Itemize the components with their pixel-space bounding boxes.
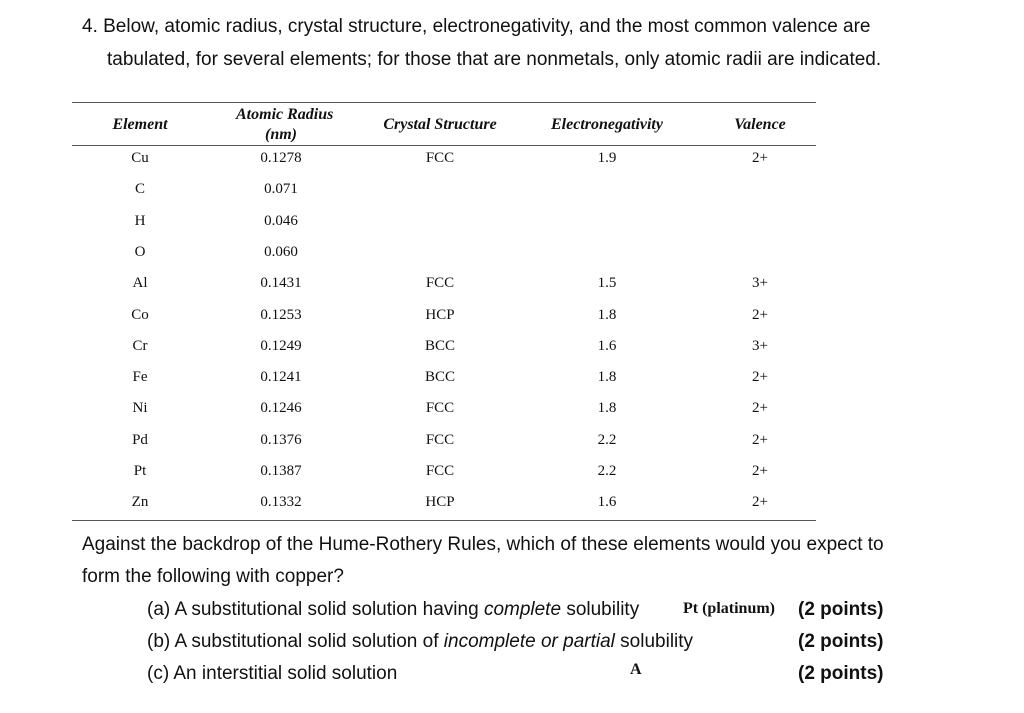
cell-crystal-structure: FCC xyxy=(425,432,455,448)
cell-electronegativity: 1.8 xyxy=(597,307,617,323)
question-line-1: 4. Below, atomic radius, crystal structure, electronegativity, and the most common valence are xyxy=(82,16,871,37)
header-atomic-radius-line1: Atomic Radius xyxy=(236,106,334,123)
cell-element: Pd xyxy=(132,432,148,448)
cell-electronegativity: 2.2 xyxy=(597,432,617,448)
part-b-text xyxy=(147,631,693,653)
cell-valence: 2+ xyxy=(752,494,768,510)
cell-valence: 2+ xyxy=(752,432,768,448)
part-a-emphasis: complete xyxy=(483,599,562,620)
cell-electronegativity: 1.5 xyxy=(597,275,617,291)
table-bottom-rule xyxy=(72,520,816,521)
cell-electronegativity: 1.6 xyxy=(597,494,617,510)
cell-atomic-radius: 0.060 xyxy=(264,244,298,260)
cell-element: Al xyxy=(132,275,148,291)
cell-valence: 2+ xyxy=(752,307,768,323)
cell-crystal-structure: FCC xyxy=(425,400,455,416)
part-c-pre: (c) An interstitial solid solution xyxy=(147,663,398,684)
cell-atomic-radius: 0.1431 xyxy=(260,275,302,291)
part-b-points: (2 points) xyxy=(798,631,884,652)
cell-atomic-radius: 0.1278 xyxy=(260,150,302,166)
cell-valence: 2+ xyxy=(752,463,768,479)
cell-crystal-structure: FCC xyxy=(425,150,455,166)
cell-crystal-structure: FCC xyxy=(425,275,455,291)
part-c-text xyxy=(147,663,397,685)
cell-electronegativity: 1.9 xyxy=(597,150,617,166)
header-crystal-structure: Crystal Structure xyxy=(383,116,497,133)
cell-crystal-structure: FCC xyxy=(425,463,455,479)
cell-electronegativity: 1.6 xyxy=(597,338,617,354)
part-a-answer[interactable]: Pt (platinum) xyxy=(683,600,775,617)
cell-crystal-structure: BCC xyxy=(424,338,455,354)
cell-valence: 2+ xyxy=(752,400,768,416)
cell-atomic-radius: 0.1387 xyxy=(260,463,302,479)
cell-element: C xyxy=(134,181,145,197)
cell-element: Cr xyxy=(132,338,148,354)
header-atomic-radius-line2: (nm) xyxy=(265,126,297,143)
header-element: Element xyxy=(112,116,168,133)
cell-electronegativity: 2.2 xyxy=(597,463,617,479)
cell-atomic-radius: 0.1376 xyxy=(260,432,302,448)
cell-valence: 2+ xyxy=(752,150,768,166)
prompt-line-2: form the following with copper? xyxy=(82,566,344,587)
cell-atomic-radius: 0.1249 xyxy=(260,338,302,354)
cell-element: Co xyxy=(131,307,149,323)
header-valence: Valence xyxy=(734,116,786,133)
cell-atomic-radius: 0.1246 xyxy=(260,400,302,416)
part-a-post: solubility xyxy=(561,599,640,620)
part-a-text xyxy=(147,599,639,621)
cell-element: H xyxy=(134,213,146,229)
cell-electronegativity: 1.8 xyxy=(597,369,617,385)
cell-element: Zn xyxy=(131,494,149,510)
part-b-pre: (b) A substitutional solid solution of xyxy=(147,631,444,652)
cell-crystal-structure: BCC xyxy=(424,369,455,385)
cell-crystal-structure: HCP xyxy=(425,307,455,323)
part-a-points: (2 points) xyxy=(798,599,884,620)
cell-atomic-radius: 0.1253 xyxy=(260,307,302,323)
part-c-points: (2 points) xyxy=(798,663,884,684)
part-b-emphasis: incomplete or partial xyxy=(443,631,615,652)
cell-element: Pt xyxy=(133,463,147,479)
cell-element: Cu xyxy=(131,150,149,166)
cell-element: O xyxy=(134,244,146,260)
cell-valence: 3+ xyxy=(752,338,768,354)
cell-valence: 3+ xyxy=(752,275,768,291)
cell-atomic-radius: 0.1241 xyxy=(260,369,302,385)
cell-atomic-radius: 0.071 xyxy=(264,181,298,197)
cell-atomic-radius: 0.1332 xyxy=(260,494,302,510)
part-b-post: solubility xyxy=(614,631,694,652)
part-a-pre: (a) A substitutional solid solution having xyxy=(147,599,484,620)
cell-element: Ni xyxy=(132,400,148,416)
question-line-2: tabulated, for several elements; for those that are nonmetals, only atomic radii are indicated. xyxy=(107,49,882,70)
part-c-answer[interactable]: A xyxy=(630,661,642,678)
cell-atomic-radius: 0.046 xyxy=(264,213,298,229)
table-top-rule xyxy=(72,102,816,103)
table-header-rule xyxy=(72,145,816,146)
header-atomic-radius xyxy=(236,105,334,145)
cell-element: Fe xyxy=(132,369,148,385)
cell-crystal-structure: HCP xyxy=(425,494,455,510)
cell-electronegativity: 1.8 xyxy=(597,400,617,416)
prompt-line-1: Against the backdrop of the Hume-Rothery Rules, which of these elements would you expect to xyxy=(82,534,884,555)
cell-valence: 2+ xyxy=(752,369,768,385)
header-electronegativity: Electronegativity xyxy=(551,116,663,133)
